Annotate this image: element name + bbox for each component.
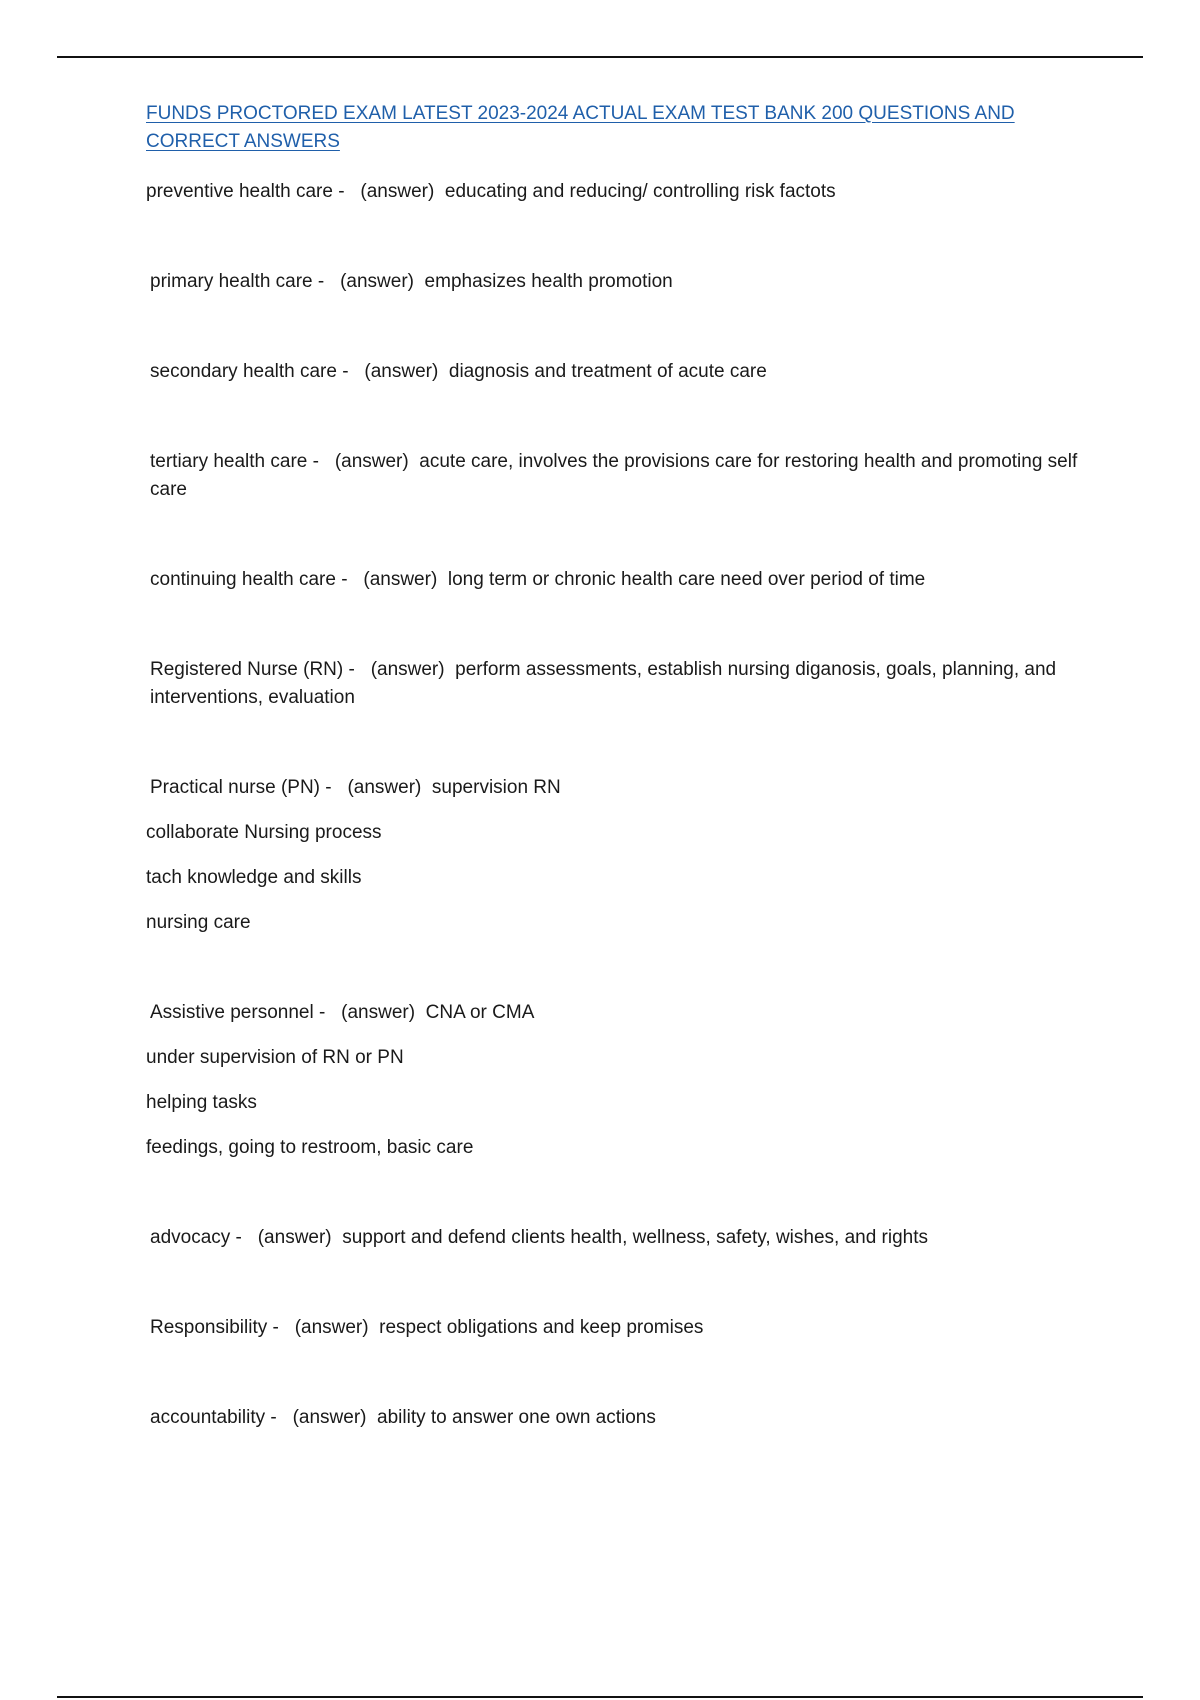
answer-marker: (answer): [341, 1002, 416, 1023]
answer: long term or chronic health care need over period of time: [447, 569, 926, 590]
term: tertiary health care: [150, 451, 308, 472]
qa-line: advocacy - (answer) support and defend clients health, wellness, safety, wishes, and rights: [150, 1227, 929, 1248]
term: primary health care: [150, 271, 313, 292]
answer-marker: (answer): [294, 1317, 369, 1338]
answer-continuation: nursing care: [146, 912, 251, 933]
qa-line: primary health care - (answer) emphasizes health promotion: [150, 271, 673, 292]
answer-continuation: under supervision of RN or PN: [146, 1047, 404, 1068]
answer: perform assessments, establish nursing diganosis, goals, planning, and interventions, evaluation: [150, 659, 1057, 708]
document-body: [146, 100, 1086, 1432]
answer-marker: (answer): [370, 659, 445, 680]
qa-entry: [146, 268, 1086, 296]
answer-marker: (answer): [257, 1227, 332, 1248]
document-title-link[interactable]: FUNDS PROCTORED EXAM LATEST 2023-2024 ACTUAL EXAM TEST BANK 200 QUESTIONS AND CORRECT ANSWERS: [146, 103, 1015, 152]
term: Registered Nurse (RN): [150, 659, 344, 680]
term: preventive health care: [146, 181, 333, 202]
answer-continuation: collaborate Nursing process: [146, 822, 382, 843]
term: Assistive personnel: [150, 1002, 314, 1023]
answer: acute care, involves the provisions care for restoring health and promoting self care: [150, 451, 1078, 500]
answer-marker: (answer): [360, 181, 435, 202]
answer-marker: (answer): [340, 271, 414, 292]
answer-continuation: tach knowledge and skills: [146, 867, 362, 888]
answer: diagnosis and treatment of acute care: [448, 361, 767, 382]
term: Practical nurse (PN): [150, 777, 320, 798]
qa-entry: [146, 358, 1086, 386]
qa-line: preventive health care - (answer) educating and reducing/ controlling risk factots: [146, 181, 836, 202]
term: Responsibility: [150, 1317, 268, 1338]
qa-entry: [146, 566, 1086, 594]
qa-entry: [146, 178, 1086, 206]
answer: educating and reducing/ controlling risk factots: [444, 181, 836, 202]
bottom-rule: [57, 1696, 1143, 1698]
qa-entry: [146, 656, 1086, 712]
answer-marker: (answer): [363, 569, 438, 590]
qa-entry: [146, 1224, 1086, 1252]
answer: support and defend clients health, wellness, safety, wishes, and rights: [342, 1227, 929, 1248]
top-rule: [57, 56, 1143, 58]
qa-entry: [146, 1314, 1086, 1342]
qa-line: tertiary health care - (answer) acute care, involves the provisions care for restoring health and promoting self care: [150, 451, 1078, 500]
answer-marker: (answer): [292, 1407, 367, 1428]
qa-line: accountability - (answer) ability to answer one own actions: [150, 1407, 656, 1428]
term: secondary health care: [150, 361, 337, 382]
term: continuing health care: [150, 569, 336, 590]
qa-entry: [146, 1404, 1086, 1432]
term: advocacy: [150, 1227, 231, 1248]
qa-entry: [146, 448, 1086, 504]
answer-marker: (answer): [364, 361, 439, 382]
qa-entry: [146, 774, 1086, 937]
answer-marker: (answer): [334, 451, 409, 472]
answer: CNA or CMA: [425, 1002, 535, 1023]
answer: ability to answer one own actions: [377, 1407, 656, 1428]
qa-line: Assistive personnel - (answer) CNA or CMA: [150, 1002, 535, 1023]
answer-marker: (answer): [347, 777, 422, 798]
qa-line: secondary health care - (answer) diagnosis and treatment of acute care: [150, 361, 767, 382]
answer-continuation: helping tasks: [146, 1092, 257, 1113]
answer: emphasizes health promotion: [424, 271, 673, 292]
qa-line: Practical nurse (PN) - (answer) supervision RN: [150, 777, 561, 798]
answer-continuation: feedings, going to restroom, basic care: [146, 1137, 474, 1158]
qa-line: continuing health care - (answer) long term or chronic health care need over period of time: [150, 569, 926, 590]
qa-line: Responsibility - (answer) respect obligations and keep promises: [150, 1317, 704, 1338]
qa-line: Registered Nurse (RN) - (answer) perform assessments, establish nursing diganosis, goals, planning, and interventions, evaluation: [150, 659, 1057, 708]
answer: respect obligations and keep promises: [379, 1317, 704, 1338]
term: accountability: [150, 1407, 266, 1428]
qa-entry: [146, 999, 1086, 1162]
answer: supervision RN: [431, 777, 561, 798]
